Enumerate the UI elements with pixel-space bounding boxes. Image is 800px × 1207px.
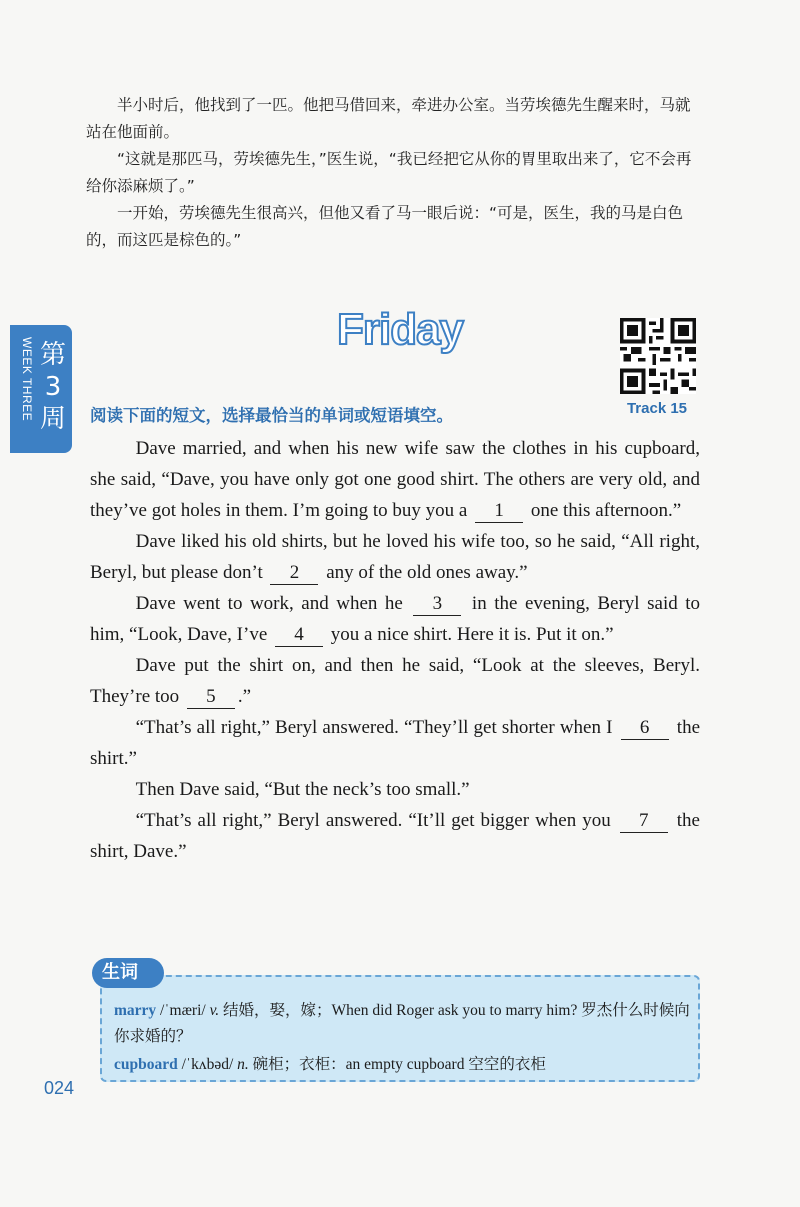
story-ending-paragraph: 半小时后，他找到了一匹。他把马借回来，牵进办公室。当劳埃德先生醒来时，马就站在他面前。	[86, 96, 691, 141]
story-ending	[86, 92, 702, 254]
vocab-part-of-speech: n.	[237, 1056, 249, 1073]
passage-text: “That’s all right,” Beryl answered. “It’ll get bigger when you	[135, 810, 611, 831]
story-ending-paragraph: 一开始，劳埃德先生很高兴，但他又看了马一眼后说：“可是，医生，我的马是白色的，而这匹是棕色的。”	[86, 204, 684, 249]
passage-paragraph	[90, 526, 700, 588]
passage-paragraph	[90, 712, 700, 774]
passage-text: the shirt.”	[90, 717, 701, 769]
passage-text: one this afternoon.”	[530, 500, 682, 521]
vocab-entry	[114, 998, 692, 1050]
passage-text: Dave married, and when his new wife saw the clothes in his cupboard, she said, “Dave, you have only got one good shirt. The others are very old, and they’ve got holes in them. I’m going to buy you a	[90, 438, 700, 521]
passage-text: Dave went to work, and when he	[135, 593, 403, 614]
week-number: 第3周	[39, 340, 66, 434]
blank-1[interactable]: 1	[475, 500, 523, 523]
vocab-phonetic: /ˈkʌbəd/	[181, 1056, 234, 1073]
passage-paragraph	[90, 805, 700, 867]
passage-text: in the evening, Beryl said to him, “Look, Dave, I’ve	[90, 593, 701, 645]
passage-text: Dave put the shirt on, and then he said, “Look at the sleeves, Beryl. They’re too	[90, 655, 700, 707]
vocab-definition: 结婚，娶，嫁；When did Roger ask you to marry him? 罗杰什么时候向你求婚的？	[114, 1002, 690, 1045]
passage-text: Dave liked his old shirts, but he loved his wife too, so he said, “All right, Beryl, but please don’t	[90, 531, 700, 583]
vocab-phonetic: /ˈmæri/	[160, 1002, 206, 1019]
week-label: WEEK THREE	[20, 337, 34, 422]
blank-7[interactable]: 7	[620, 810, 668, 833]
blank-4[interactable]: 4	[275, 624, 323, 647]
vocabulary-tag: 生词	[92, 958, 164, 988]
day-title: Friday	[336, 305, 464, 354]
cloze-passage	[90, 433, 700, 867]
passage-paragraph	[90, 433, 700, 526]
passage-text: .”	[237, 686, 252, 707]
passage-text: any of the old ones away.”	[326, 562, 528, 583]
vocabulary-list	[114, 998, 692, 1080]
vocab-part-of-speech: v.	[209, 1002, 220, 1019]
story-ending-paragraph: “这就是那匹马，劳埃德先生，”医生说，“我已经把它从你的胃里取出来了，它不会再给你添麻烦了。”	[86, 150, 692, 195]
passage-paragraph	[90, 774, 700, 805]
blank-6[interactable]: 6	[621, 717, 669, 740]
exercise-instruction: 阅读下面的短文，选择最恰当的单词或短语填空。	[90, 406, 453, 425]
blank-5[interactable]: 5	[187, 686, 235, 709]
vocab-word: marry	[114, 1002, 157, 1019]
vocab-entry	[114, 1052, 692, 1078]
page-number: 024	[44, 1078, 75, 1098]
passage-paragraph	[90, 650, 700, 712]
passage-text: “That’s all right,” Beryl answered. “They’ll get shorter when I	[135, 717, 613, 738]
blank-2[interactable]: 2	[270, 562, 318, 585]
vocab-word: cupboard	[114, 1056, 178, 1073]
audio-track-label: Track 15	[626, 400, 688, 417]
vocab-definition: 碗柜；衣柜：an empty cupboard 空空的衣柜	[252, 1056, 546, 1073]
qr-code-icon[interactable]	[620, 318, 696, 394]
passage-text: the shirt, Dave.”	[90, 810, 700, 862]
week-side-tab	[10, 325, 72, 453]
passage-paragraph	[90, 588, 700, 650]
passage-text: you a nice shirt. Here it is. Put it on.”	[330, 624, 614, 645]
blank-3[interactable]: 3	[413, 593, 461, 616]
passage-text: Then Dave said, “But the neck’s too small.”	[135, 779, 470, 800]
